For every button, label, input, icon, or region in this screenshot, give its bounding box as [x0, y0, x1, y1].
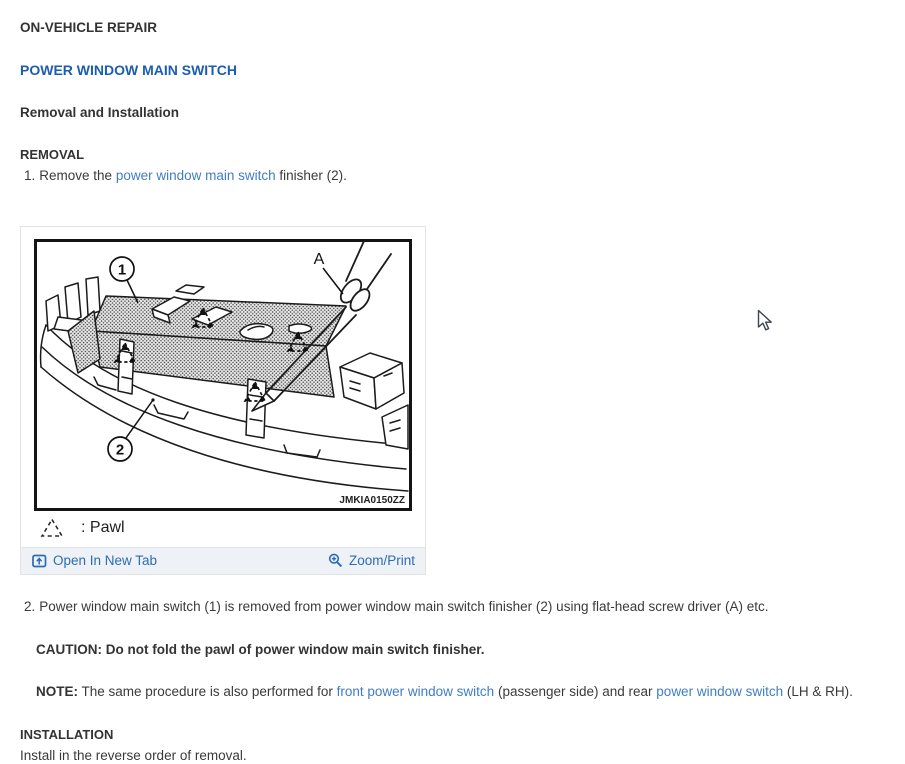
- text-segment: The same procedure is also performed for: [78, 684, 337, 699]
- subtopic-heading: Removal and Installation: [20, 105, 180, 120]
- front-power-window-switch-link[interactable]: front power window switch: [336, 684, 495, 699]
- open-in-new-tab-label: Open In New Tab: [53, 553, 158, 568]
- rear-power-window-switch-link[interactable]: power window switch: [656, 684, 784, 699]
- caution-note: [36, 641, 885, 658]
- caution-text: Do not fold the pawl of power window main switch finisher.: [102, 642, 485, 657]
- open-in-new-tab-link[interactable]: [32, 553, 157, 568]
- figure-label-1: 1: [117, 261, 127, 279]
- figure-label-a: A: [313, 251, 325, 268]
- figure-body: [21, 227, 425, 547]
- zoom-plus-icon: [328, 553, 343, 568]
- figure-code: JMKIA0150ZZ: [339, 495, 405, 506]
- step-2-number: 2.: [24, 599, 36, 614]
- figure-label-2: 2: [115, 441, 125, 459]
- installation-text: Install in the reverse order of removal.: [20, 748, 247, 763]
- power-window-main-switch-link[interactable]: power window main switch: [115, 168, 276, 183]
- text-segment: Power window main switch (1) is removed from power window main switch finisher (2) using flat-head screw driver (A) etc.: [39, 599, 769, 614]
- figure-diagram: [34, 239, 413, 511]
- step-1: [20, 167, 885, 184]
- figure-card: [20, 226, 426, 575]
- open-in-new-tab-icon: [32, 554, 47, 568]
- text-segment: finisher (2).: [275, 168, 347, 183]
- text-segment: (LH & RH).: [783, 684, 853, 699]
- installation-heading: INSTALLATION: [20, 727, 114, 742]
- figure-legend: [34, 511, 413, 547]
- note-label: NOTE:: [36, 684, 78, 699]
- topic-heading: POWER WINDOW MAIN SWITCH: [20, 62, 237, 78]
- zoom-print-label: Zoom/Print: [348, 553, 415, 568]
- figure-actions: [21, 547, 425, 574]
- step-1-number: 1.: [24, 168, 36, 183]
- removal-heading: REMOVAL: [20, 147, 85, 162]
- caution-label: CAUTION:: [36, 642, 102, 657]
- legend-text: : Pawl: [81, 519, 125, 536]
- section-heading: ON-VEHICLE REPAIR: [20, 20, 158, 35]
- procedure-note: [36, 683, 885, 700]
- pawl-triangle-icon: [40, 517, 64, 539]
- text-segment: Remove the: [39, 168, 116, 183]
- text-segment: (passenger side) and rear: [494, 684, 657, 699]
- zoom-print-link[interactable]: [328, 553, 415, 568]
- step-2: [20, 598, 885, 615]
- switch-diagram-image: [34, 239, 412, 511]
